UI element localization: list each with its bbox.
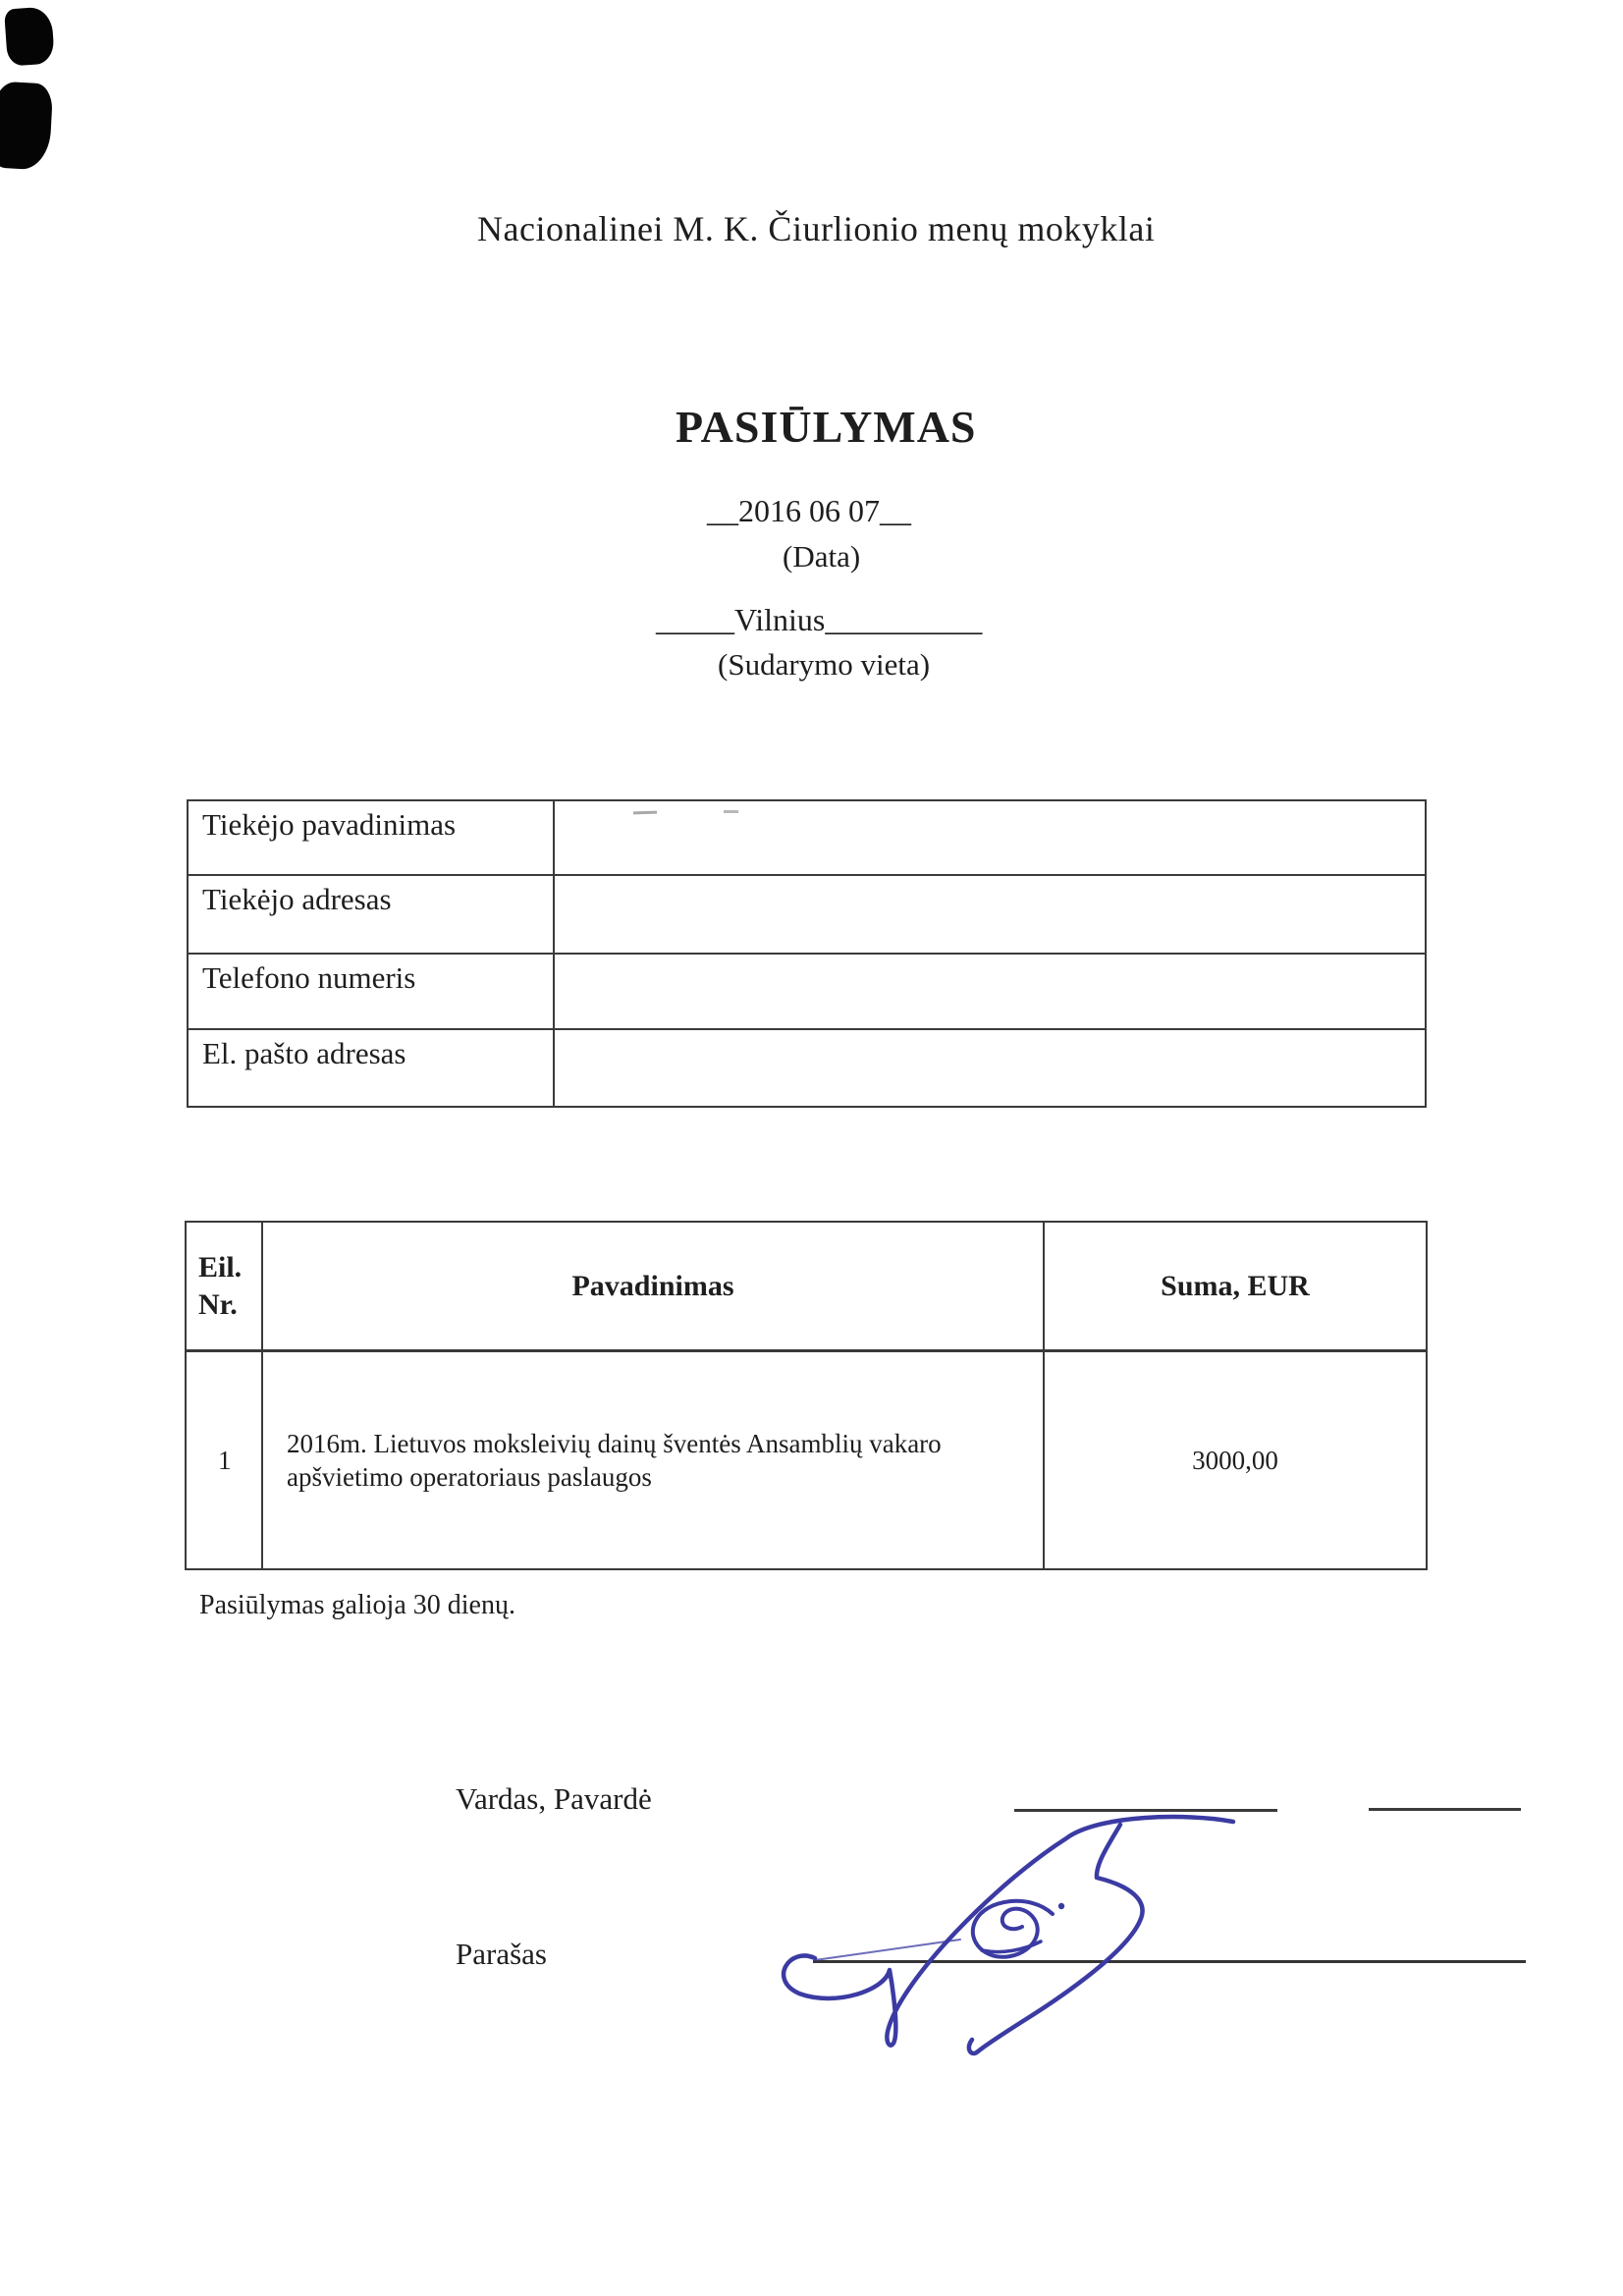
item-number-cell: 1 [187,1352,263,1568]
items-table-header [187,1223,1426,1352]
addressee-line: Nacionalinei M. K. Čiurlionio menų mokyklai [477,209,1156,248]
items-table-row [187,1352,1426,1568]
signature-stroke [973,1901,1053,1957]
items-table [185,1221,1428,1570]
place-caption: (Sudarymo vieta) [718,647,931,682]
phone-number-value-cell [555,955,1425,1028]
email-label: El. pašto adresas [189,1030,555,1106]
item-description-text: 2016m. Lietuvos moksleivių dainų šventės Ansamblių vakaro apšvietimo operatoriaus paslaugos [287,1429,942,1492]
item-description-cell [263,1352,1045,1568]
header-number-cell [187,1223,263,1349]
place-value: _____Vilnius__________ [656,602,983,637]
table-row [189,1030,1425,1106]
supplier-address-value-cell [555,876,1425,953]
scan-artifact-dash [724,810,738,813]
signature-stroke [969,1825,1143,2053]
table-row [189,955,1425,1030]
signature-ink-dot [1058,1903,1064,1909]
header-sum-cell: Suma, EUR [1161,1269,1310,1302]
supplier-info-table [187,799,1427,1108]
header-number-line1: Eil. [198,1250,243,1284]
email-value-cell [555,1030,1425,1106]
table-row [189,876,1425,955]
signature-label: Parašas [456,1937,547,1971]
supplier-address-label: Tiekėjo adresas [189,876,555,953]
header-number-line2: Nr. [198,1287,238,1321]
name-surname-label: Vardas, Pavardė [456,1781,652,1816]
supplier-name-value-cell [555,801,1425,874]
date-value: __2016 06 07__ [707,493,911,528]
table-row [189,801,1425,876]
phone-number-label: Telefono numeris [189,955,555,1028]
handwritten-signature [774,1803,1249,2066]
supplier-name-label: Tiekėjo pavadinimas [189,801,555,874]
header-name-cell: Pavadinimas [263,1223,1045,1349]
scan-artifact-blob [0,81,53,170]
document-title: PASIŪLYMAS [676,402,977,452]
validity-note: Pasiūlymas galioja 30 dienų. [199,1590,515,1620]
name-signature-line-short [1369,1808,1521,1811]
signature-stroke [784,1817,1233,2046]
date-caption: (Data) [783,539,861,574]
scan-artifact-dash [633,811,657,815]
item-sum-cell: 3000,00 [1192,1445,1278,1475]
scan-artifact-blob [4,6,55,66]
